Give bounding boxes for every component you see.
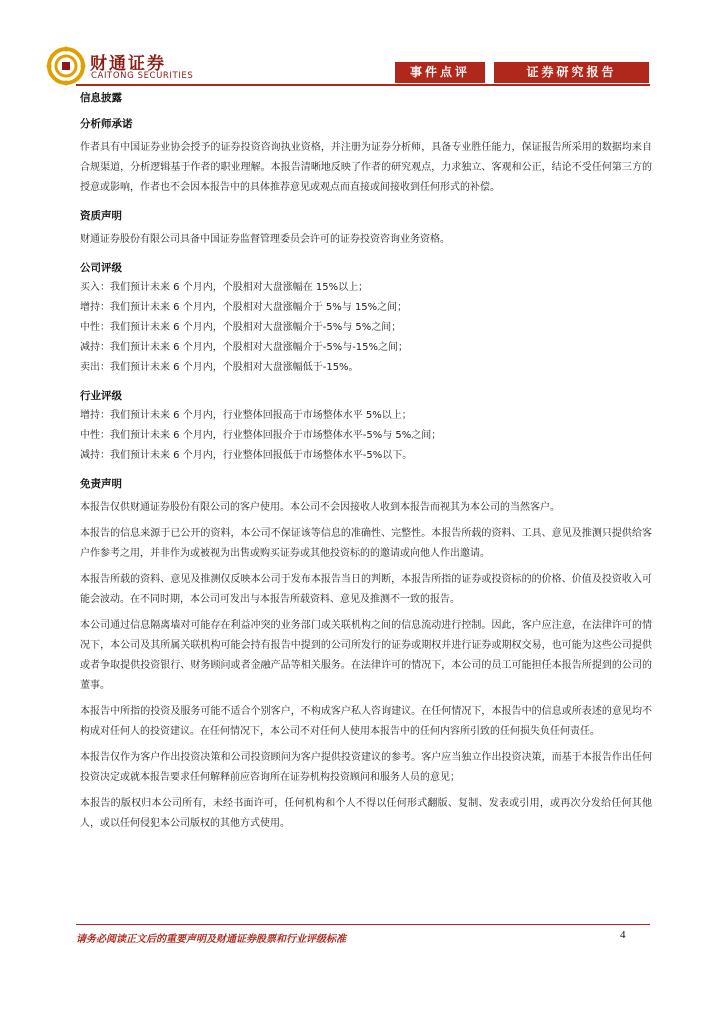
list-item: 中性：我们预计未来 6 个月内，行业整体回报介于市场整体水平-5%与 5%之间； (80, 430, 442, 441)
section-disclosure-title: 信息披露 (80, 92, 122, 104)
industry-rating-list (80, 406, 652, 466)
header-divider (76, 84, 650, 86)
industry-rating-title: 行业评级 (80, 390, 122, 402)
disclaimer-paragraph: 本报告仅作为客户作出投资决策和公司投资顾问为客户提供投资建议的参考。客户应当独立作出投资决策，而基于本报告作出任何投资决定或就本报告要求任何解释前应咨询所在证券机构投资顾问和服务人员的意见； (80, 752, 652, 783)
list-item: 增持：我们预计未来 6 个月内，行业整体回报高于市场整体水平 5%以上； (80, 410, 412, 421)
disclaimer-paragraph: 本报告仅供财通证券股份有限公司的客户使用。本公司不会因接收人收到本报告而视其为本公司的当然客户。 (80, 502, 560, 513)
page-number: 4 (620, 929, 626, 941)
list-item: 减持：我们预计未来 6 个月内，行业整体回报低于市场整体水平-5%以下。 (80, 450, 413, 461)
list-item: 增持：我们预计未来 6 个月内，个股相对大盘涨幅介于 5%与 15%之间； (80, 302, 408, 313)
disclaimer-paragraph: 本公司通过信息隔离墙对可能存在利益冲突的业务部门或关联机构之间的信息流动进行控制。因此，客户应注意，在法律许可的情况下，本公司及其所属关联机构可能会持有报告中提到的公司所发行的证券或期权并进行证券或期权交易，也可能为这些公司提供或者争取提供投资银行、财务顾问或者金融产品等相关服务。在法律许可的情况下，本公司的员工可能担任本报告所提到的公司的董事。 (80, 620, 652, 691)
page-header (0, 0, 724, 90)
disclaimer-paragraph: 本报告所载的资料、意见及推测仅反映本公司于发布本报告当日的判断，本报告所指的证券或投资标的的价格、价值及投资收入可能会波动。在不同时期，本公司可发出与本报告所载资料、意见及推测不一致的报告。 (80, 574, 652, 605)
analyst-commitment-title: 分析师承诺 (80, 118, 133, 130)
qualification-text: 财通证券股份有限公司具备中国证券监督管理委员会许可的证券投资咨询业务资格。 (80, 234, 450, 245)
list-item: 减持：我们预计未来 6 个月内，个股相对大盘涨幅介于-5%与-15%之间； (80, 342, 409, 353)
logo-chinese-name: 财通证券 (90, 54, 166, 74)
analyst-commitment-text: 作者具有中国证券业协会授予的证券投资咨询执业资格，并注册为证券分析师，具备专业胜任能力，保证报告所采用的数据均来自合规渠道，分析逻辑基于作者的职业理解。本报告清晰地反映了作者的研究观点，力求独立、客观和公正，结论不受任何第三方的授意或影响，作者也不会因本报告中的具体推荐意见或观点而直接或间接收到任何形式的补偿。 (80, 142, 652, 193)
footer-notice: 请务必阅读正文后的重要声明及财通证券股票和行业评级标准 (76, 934, 346, 945)
disclaimer-paragraph: 本报告的版权归本公司所有，未经书面许可，任何机构和个人不得以任何形式翻版、复制、发表或引用，或再次分发给任何其他人，或以任何侵犯本公司版权的其他方式使用。 (80, 798, 652, 829)
disclaimer-paragraph: 本报告中所指的投资及服务可能不适合个别客户，不构成客户私人咨询建议。在任何情况下，本报告中的信息或所表述的意见均不构成对任何人的投资建议。在任何情况下，本公司不对任何人使用本报告中的任何内容所引致的任何损失负任何责任。 (80, 706, 652, 737)
logo-english-name: CAITONG SECURITIES (91, 71, 194, 81)
company-logo (46, 46, 216, 86)
list-item: 卖出：我们预计未来 6 个月内，个股相对大盘涨幅低于-15%。 (80, 362, 359, 373)
company-rating-title: 公司评级 (80, 262, 122, 274)
disclaimer-paragraph: 本报告的信息来源于已公开的资料，本公司不保证该等信息的准确性、完整性。本报告所载的资料、工具、意见及推测只提供给客户作参考之用，并非作为或被视为出售或购买证券或其他投资标的的邀请或向他人作出邀请。 (80, 528, 652, 559)
disclaimer-title: 免责声明 (80, 478, 122, 490)
list-item: 买入：我们预计未来 6 个月内，个股相对大盘涨幅在 15%以上； (80, 282, 369, 293)
tag-event-review: 事件点评 (395, 62, 485, 83)
company-rating-list (80, 278, 652, 378)
qualification-title: 资质声明 (80, 210, 122, 222)
document-body (80, 88, 652, 834)
tag-research-report: 证券研究报告 (494, 62, 649, 83)
logo-coin-icon (46, 46, 86, 86)
list-item: 中性：我们预计未来 6 个月内，个股相对大盘涨幅介于-5%与 5%之间； (80, 322, 402, 333)
footer-divider (76, 924, 650, 925)
